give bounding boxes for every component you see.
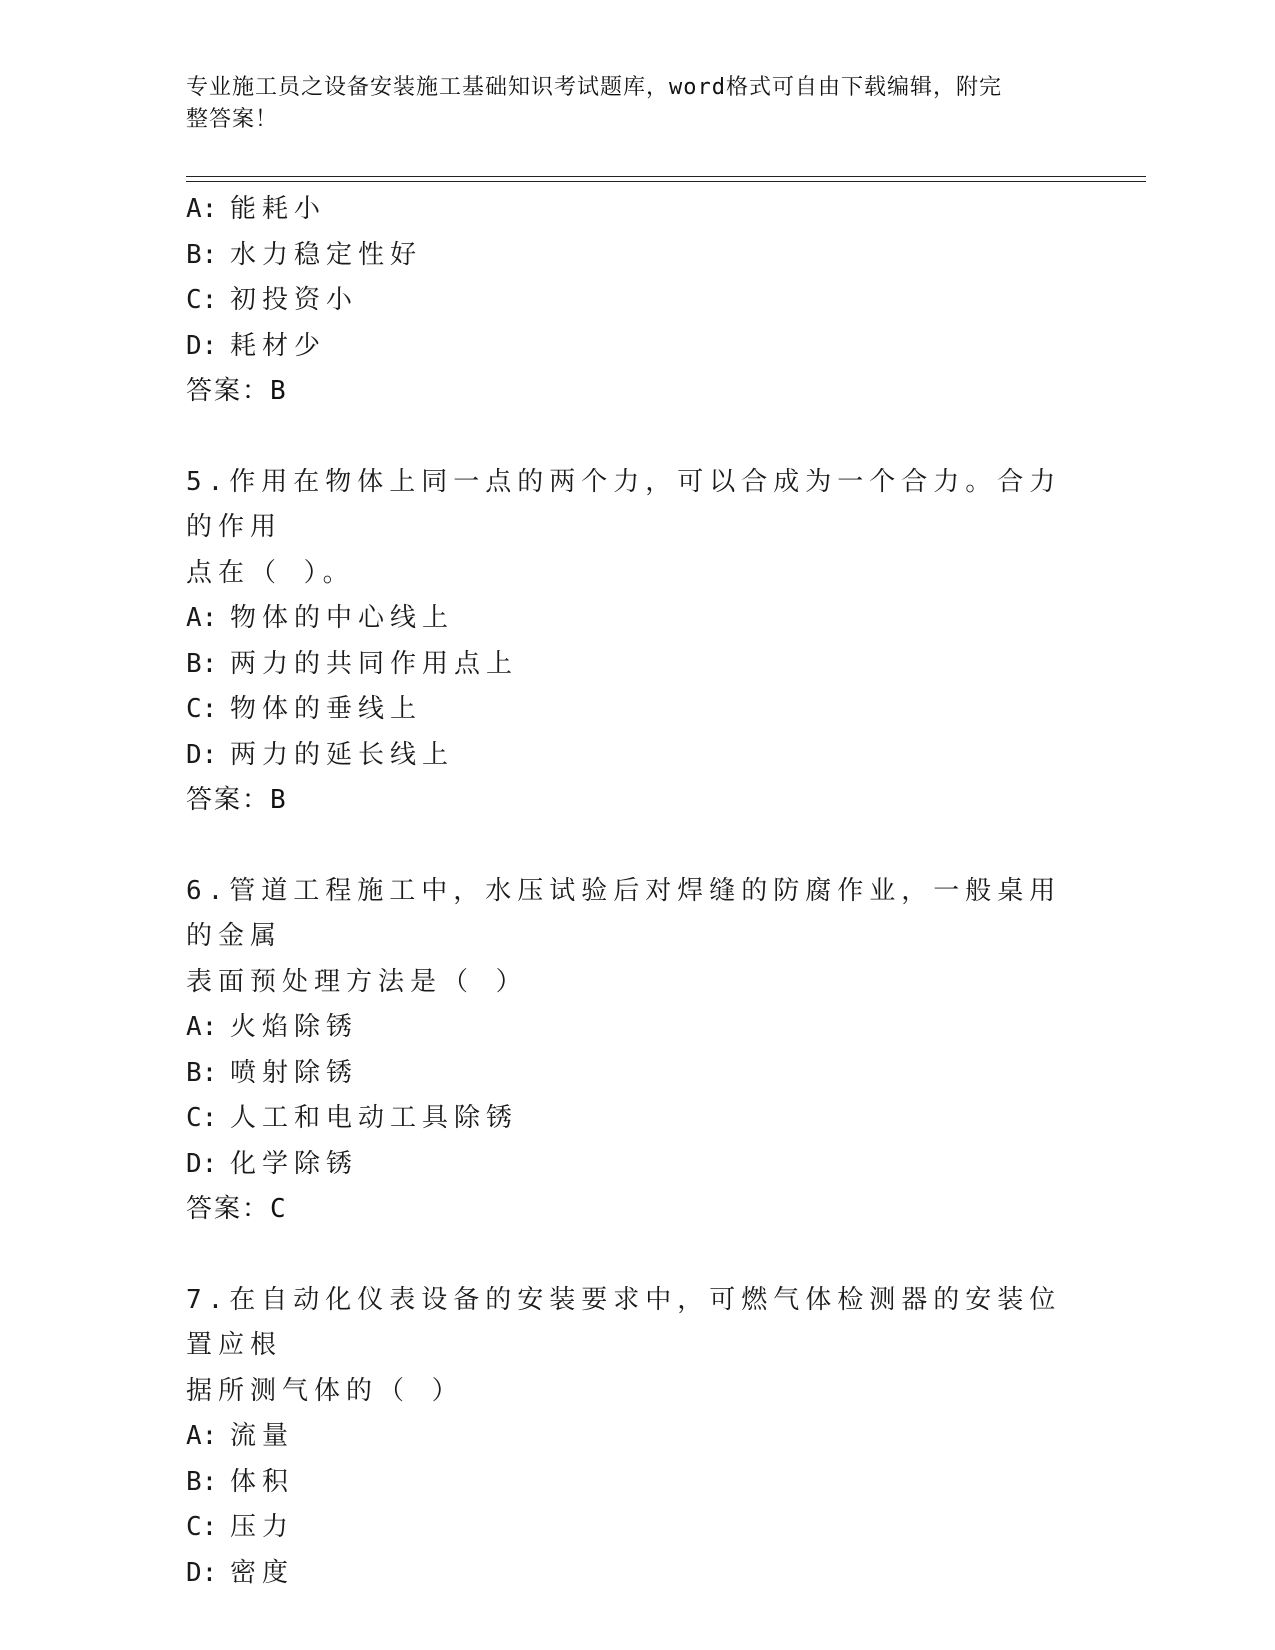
- question-list: [186, 187, 1086, 1596]
- header-divider-top: [186, 176, 1146, 177]
- option-text: 水力稳定性好: [230, 239, 423, 270]
- question-text-line-2: 点在（ ）。: [186, 557, 355, 588]
- answer-line: 答案：B: [186, 785, 288, 815]
- option-key: C:: [186, 694, 218, 724]
- option-text: 物体的垂线上: [230, 694, 423, 724]
- option-key: B:: [186, 1466, 218, 1497]
- option-text: 体积: [230, 1466, 295, 1497]
- option-key: D:: [186, 739, 218, 770]
- option-a: [186, 1005, 1086, 1051]
- option-text: 流量: [230, 1421, 295, 1451]
- option-key: C:: [186, 1512, 218, 1542]
- header-divider-bottom: [186, 181, 1146, 182]
- option-b: [186, 1460, 1086, 1506]
- option-b: [186, 233, 1086, 279]
- option-text: 两力的延长线上: [230, 739, 455, 770]
- option-c: [186, 278, 1086, 324]
- option-c: [186, 1096, 1086, 1142]
- option-key: D:: [186, 1148, 218, 1179]
- option-b: [186, 642, 1086, 688]
- question-text-line-2: 表面预处理方法是（ ）: [186, 966, 528, 997]
- option-d: [186, 733, 1086, 779]
- question-7: [186, 1278, 1086, 1597]
- option-d: [186, 1142, 1086, 1188]
- option-key: D:: [186, 330, 218, 361]
- option-text: 化学除锈: [230, 1148, 359, 1179]
- option-text: 两力的共同作用点上: [230, 648, 519, 679]
- option-c: [186, 1505, 1086, 1551]
- header-line-2: 整答案！: [186, 107, 279, 132]
- question-text-line-1: 6.管道工程施工中，水压试验后对焊缝的防腐作业，一般桌用的金属: [186, 875, 1062, 951]
- question-4-options: [186, 187, 1086, 415]
- question-6: [186, 869, 1086, 1233]
- option-text: 初投资小: [230, 285, 359, 315]
- question-text-line-2: 据所测气体的（ ）: [186, 1375, 464, 1406]
- option-key: C:: [186, 285, 218, 315]
- option-key: B:: [186, 1057, 218, 1088]
- option-key: B:: [186, 648, 218, 679]
- option-text: 能耗小: [230, 194, 327, 224]
- option-text: 火焰除锈: [230, 1012, 359, 1042]
- option-text: 喷射除锈: [230, 1057, 359, 1088]
- option-key: A:: [186, 1012, 218, 1042]
- option-b: [186, 1051, 1086, 1097]
- option-a: [186, 187, 1086, 233]
- option-key: A:: [186, 603, 218, 633]
- option-key: C:: [186, 1103, 218, 1133]
- option-key: A:: [186, 1421, 218, 1451]
- answer-line: 答案：B: [186, 376, 288, 406]
- option-a: [186, 596, 1086, 642]
- option-key: A:: [186, 194, 218, 224]
- option-text: 人工和电动工具除锈: [230, 1103, 519, 1133]
- option-text: 耗材少: [230, 330, 327, 361]
- document-header: [186, 72, 1066, 136]
- option-d: [186, 324, 1086, 370]
- answer-line: 答案：C: [186, 1194, 288, 1224]
- option-text: 密度: [230, 1557, 295, 1588]
- option-d: [186, 1551, 1086, 1597]
- option-c: [186, 687, 1086, 733]
- header-line-1: 专业施工员之设备安装施工基础知识考试题库，word格式可自由下载编辑，附完: [186, 75, 1002, 100]
- question-5: [186, 460, 1086, 824]
- option-a: [186, 1414, 1086, 1460]
- option-text: 压力: [230, 1512, 295, 1542]
- option-key: B:: [186, 239, 218, 270]
- question-text-line-1: 7.在自动化仪表设备的安装要求中，可燃气体检测器的安装位置应根: [186, 1284, 1062, 1360]
- option-text: 物体的中心线上: [230, 603, 455, 633]
- option-key: D:: [186, 1557, 218, 1588]
- question-text-line-1: 5.作用在物体上同一点的两个力，可以合成为一个合力。合力的作用: [186, 466, 1062, 542]
